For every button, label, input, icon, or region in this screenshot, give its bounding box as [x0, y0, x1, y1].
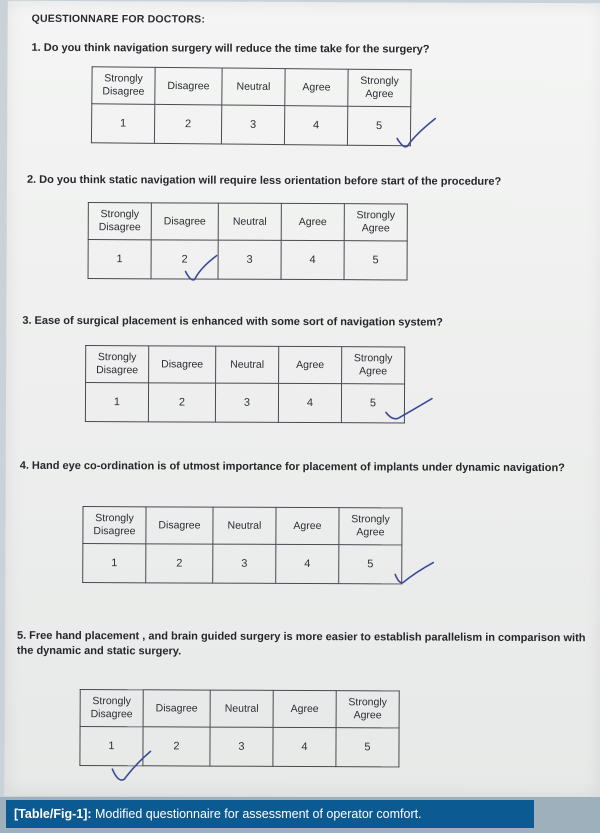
- rating-option-4[interactable]: 4: [284, 106, 347, 146]
- questionnaire-sheet: [4, 1, 600, 799]
- rating-option-5[interactable]: 5: [336, 728, 399, 767]
- label-strongly-agree: Strongly Agree: [342, 347, 405, 384]
- question-2: 2. Do you think static navigation will require less orientation before start of the procedure?: [26, 173, 502, 188]
- questionnaire-heading: QUESTIONNARE FOR DOCTORS:: [31, 12, 206, 26]
- question-1: 1. Do you think navigation surgery will reduce the time take for the surgery?: [31, 41, 430, 56]
- label-neutral: Neutral: [218, 203, 281, 240]
- rating-table-4: [82, 506, 402, 584]
- rating-option-1[interactable]: 1: [91, 104, 154, 144]
- rating-table-1: [91, 66, 412, 146]
- label-strongly-disagree: Strongly Disagree: [92, 67, 155, 105]
- rating-option-3[interactable]: 3: [213, 544, 276, 583]
- rating-option-4[interactable]: 4: [278, 383, 341, 422]
- label-neutral: Neutral: [222, 68, 285, 106]
- rating-option-1[interactable]: 1: [88, 240, 151, 279]
- label-disagree: Disagree: [143, 690, 210, 727]
- label-strongly-agree: Strongly Agree: [344, 204, 407, 241]
- label-disagree: Disagree: [155, 67, 222, 105]
- rating-option-4[interactable]: 4: [273, 727, 336, 766]
- label-strongly-agree: Strongly Agree: [336, 691, 399, 728]
- rating-option-4[interactable]: 4: [281, 240, 344, 279]
- rating-option-3[interactable]: 3: [215, 383, 278, 422]
- rating-option-3[interactable]: 3: [218, 240, 281, 279]
- rating-option-2[interactable]: 2: [146, 544, 213, 583]
- rating-option-5[interactable]: 5: [347, 106, 410, 146]
- caption-reference: [Table/Fig-1]:: [14, 807, 92, 821]
- label-neutral: Neutral: [216, 346, 279, 383]
- rating-option-5[interactable]: 5: [344, 241, 407, 280]
- caption-text: Modified questionnaire for assessment of operator comfort.: [91, 807, 422, 821]
- label-agree: Agree: [273, 690, 336, 727]
- figure-caption: [6, 800, 534, 828]
- rating-option-5[interactable]: 5: [339, 545, 402, 584]
- rating-option-3[interactable]: 3: [221, 105, 284, 145]
- label-agree: Agree: [276, 507, 339, 544]
- rating-table-5: [79, 689, 399, 767]
- label-strongly-disagree: Strongly Disagree: [80, 690, 143, 727]
- label-agree: Agree: [281, 203, 344, 240]
- label-strongly-disagree: Strongly Disagree: [83, 507, 146, 544]
- label-agree: Agree: [279, 346, 342, 383]
- label-strongly-disagree: Strongly Disagree: [86, 346, 149, 383]
- rating-option-1[interactable]: 1: [85, 383, 148, 422]
- rating-table-3: [85, 345, 405, 423]
- label-neutral: Neutral: [210, 690, 273, 727]
- question-5: 5. Free hand placement , and brain guided surgery is more easier to establish parallelism in comparison with the dynamic and static surgery.: [16, 629, 586, 658]
- rating-option-2[interactable]: 2: [154, 104, 221, 144]
- rating-option-1[interactable]: 1: [83, 544, 146, 583]
- label-strongly-disagree: Strongly Disagree: [88, 203, 151, 240]
- rating-option-3[interactable]: 3: [210, 727, 273, 766]
- rating-option-2[interactable]: 2: [143, 727, 210, 766]
- question-4: 4. Hand eye co-ordination is of utmost importance for placement of implants under dynamic navigation?: [19, 459, 565, 475]
- rating-option-2[interactable]: 2: [148, 383, 215, 422]
- label-strongly-agree: Strongly Agree: [339, 508, 402, 545]
- label-disagree: Disagree: [149, 346, 216, 383]
- question-3: 3. Ease of surgical placement is enhanced with some sort of navigation system?: [22, 314, 443, 329]
- label-disagree: Disagree: [146, 507, 213, 544]
- rating-table-2: [88, 202, 408, 280]
- rating-option-2[interactable]: 2: [151, 240, 218, 279]
- label-strongly-agree: Strongly Agree: [348, 69, 411, 107]
- label-disagree: Disagree: [151, 203, 218, 240]
- rating-option-5[interactable]: 5: [341, 384, 404, 423]
- label-neutral: Neutral: [213, 507, 276, 544]
- rating-option-1[interactable]: 1: [80, 727, 143, 766]
- rating-option-4[interactable]: 4: [276, 544, 339, 583]
- label-agree: Agree: [285, 69, 348, 107]
